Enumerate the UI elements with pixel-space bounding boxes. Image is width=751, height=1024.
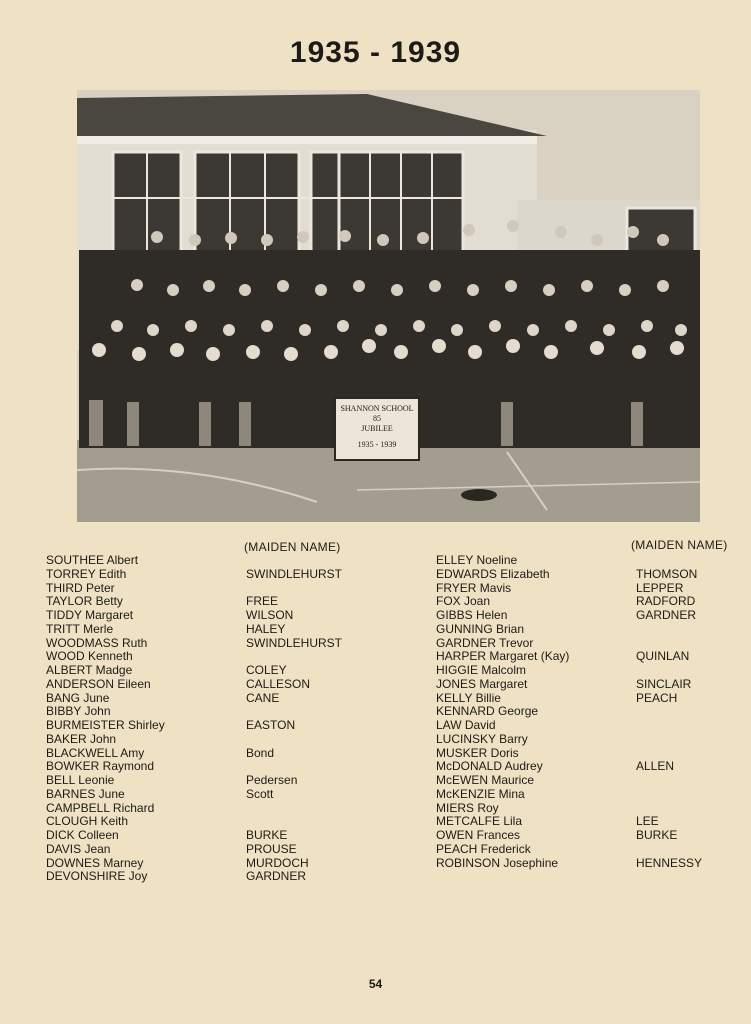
name-entry: METCALFE Lila [436,814,523,829]
maiden-name-entry: RADFORD [636,594,696,609]
maiden-name-entry [636,554,702,568]
name-entry: THIRD Peter [46,580,115,595]
maiden-name-entry: CANE [246,690,280,705]
name-entry: ANDERSON Eileen [46,676,151,691]
name-entry: DEVONSHIRE Joy [46,869,148,884]
name-entry: OWEN Frances [436,828,521,842]
name-entry: TIDDY Margaret [46,608,134,622]
maiden-name-entry: SWINDLEHURST [246,635,343,650]
right-maiden-column [636,554,702,870]
sign-line-3: JUBILEE [361,424,393,433]
maiden-name-entry [636,705,702,719]
name-entry: FOX Joan [436,594,491,609]
sign-line-1: SHANNON SCHOOL [340,404,414,413]
name-entry: KELLY Billie [436,690,501,705]
maiden-name-entry [246,815,342,829]
maiden-name-entry: Bond [246,745,275,760]
name-entry: BAKER John [46,731,117,746]
maiden-name-entry [636,774,702,788]
maiden-name-entry: EASTON [246,718,296,732]
maiden-name-entry [246,733,342,747]
name-entry: EDWARDS Elizabeth [436,566,550,581]
name-entry: McEWEN Maurice [436,773,535,787]
left-names-column [46,554,165,884]
maiden-name-entry [246,802,342,816]
right-maiden-header: (MAIDEN NAME) [631,538,728,552]
group-photo [77,90,700,522]
name-entry: LUCINSKY Barry [436,731,528,746]
maiden-name-entry [636,843,702,857]
name-entry: BURMEISTER Shirley [46,718,165,732]
name-entry: HARPER Margaret (Kay) [436,649,570,664]
maiden-name-entry [636,802,702,816]
name-entry: GUNNING Brian [436,621,525,636]
maiden-name-entry: FREE [246,594,279,609]
name-entry: GIBBS Helen [436,608,508,622]
page-title: 1935 - 1939 [289,36,462,69]
maiden-name-entry [246,705,342,719]
name-entry: BARNES June [46,786,125,801]
name-entry: BIBBY John [46,704,111,719]
name-entry: TORREY Edith [46,566,127,581]
maiden-name-entry [246,760,342,774]
maiden-name-entry: LEE [636,814,659,829]
maiden-name-entry: SINCLAIR [636,676,692,691]
name-entry: JONES Margaret [436,676,528,691]
name-entry: BELL Leonie [46,773,115,787]
name-entry: LAW David [436,718,496,732]
maiden-name-entry: MURDOCH [246,855,309,870]
maiden-name-entry: GARDNER [246,869,307,884]
maiden-name-entry: LEPPER [636,580,684,595]
maiden-name-entry [636,637,702,651]
maiden-name-entry: WILSON [246,608,294,622]
maiden-name-entry: HALEY [246,621,286,636]
maiden-name-entry [636,733,702,747]
name-entry: ROBINSON Josephine [436,855,559,870]
maiden-name-entry [636,623,702,637]
name-entry: TRITT Merle [46,621,114,636]
maiden-name-entry: BURKE [636,828,678,842]
name-entry: ELLEY Noeline [436,553,518,567]
maiden-name-entry: ALLEN [636,759,675,774]
maiden-name-entry: Scott [246,786,274,801]
maiden-name-entry: HENNESSY [636,855,703,870]
maiden-name-entry: BURKE [246,828,288,842]
name-entry: WOODMASS Ruth [46,635,148,650]
left-maiden-column [246,554,342,884]
name-entry: PEACH Frederick [436,841,531,856]
name-entry: CLOUGH Keith [46,814,129,829]
maiden-name-entry: PEACH [636,690,678,705]
name-entry: DAVIS Jean [46,841,111,856]
sign-line-2: 85 [373,414,381,423]
maiden-name-entry: PROUSE [246,841,297,856]
name-entry: McKENZIE Mina [436,786,525,801]
name-entry: HIGGIE Malcolm [436,663,527,677]
name-entry: FRYER Mavis [436,580,512,595]
name-entry: MIERS Roy [436,800,499,815]
sign-line-4: 1935 - 1939 [357,440,397,449]
name-entry: McDONALD Audrey [436,759,543,774]
name-entry: SOUTHEE Albert [46,553,139,567]
name-entry: BOWKER Raymond [46,759,155,774]
name-entry: DICK Colleen [46,828,119,842]
name-entry: BLACKWELL Amy [46,745,145,760]
left-maiden-header: (MAIDEN NAME) [244,540,341,554]
maiden-name-entry: THOMSON [636,566,698,581]
maiden-name-entry [246,554,342,568]
name-entry: TAYLOR Betty [46,594,123,609]
maiden-name-entry [636,664,702,678]
maiden-name-entry: COLEY [246,663,287,677]
name-entry: KENNARD George [436,704,539,719]
name-entry: GARDNER Trevor [436,635,534,650]
maiden-name-entry: Pedersen [246,773,298,787]
name-entry: WOOD Kenneth [46,649,133,664]
name-entry: ALBERT Madge [46,663,133,677]
maiden-name-entry [246,582,342,596]
maiden-name-entry: QUINLAN [636,649,690,664]
maiden-name-entry: SWINDLEHURST [246,566,343,581]
name-entry: MUSKER Doris [436,745,519,760]
name-entry: DOWNES Marney [46,855,144,870]
maiden-name-entry [246,650,342,664]
maiden-name-entry [636,747,702,761]
maiden-name-entry: CALLESON [246,676,311,691]
maiden-name-entry: GARDNER [636,608,697,622]
maiden-name-entry [636,788,702,802]
right-names-column [436,554,569,870]
name-entry: BANG June [46,690,110,705]
name-entry: CAMPBELL Richard [46,800,155,815]
page-number: 54 [368,977,383,991]
maiden-name-entry [636,719,702,733]
